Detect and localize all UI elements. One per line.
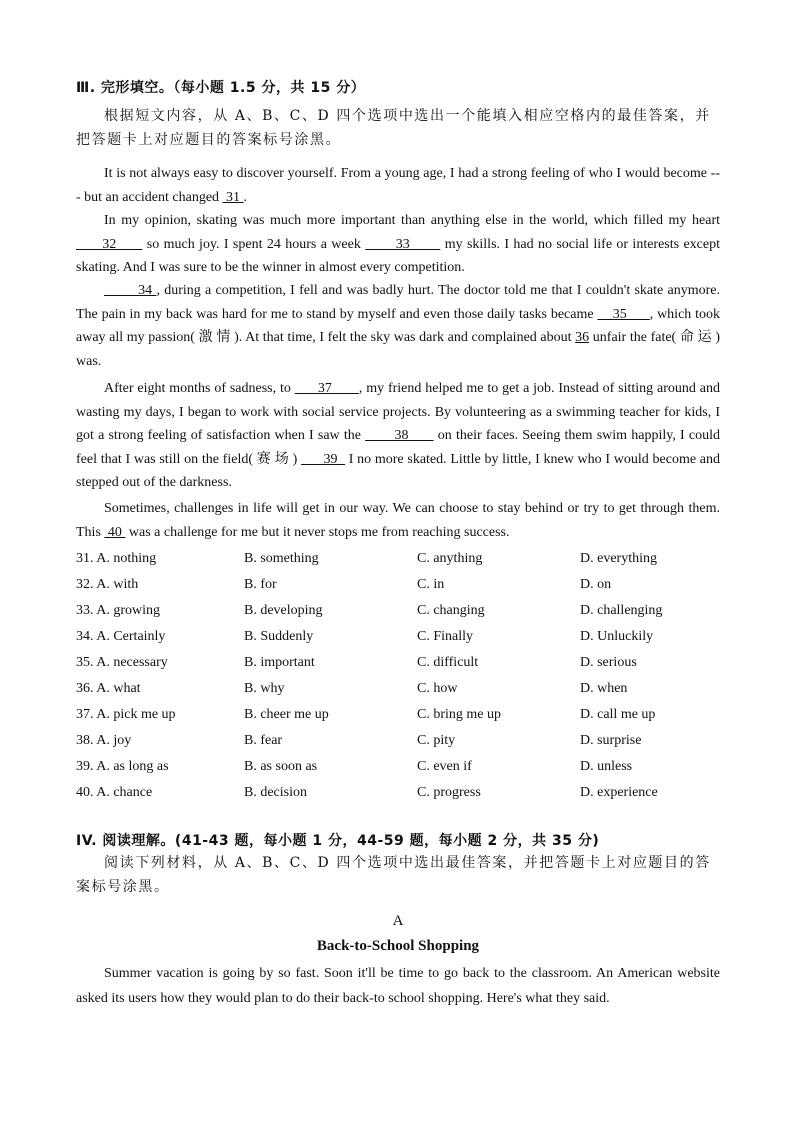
option-d: D. unless bbox=[580, 759, 633, 774]
options-row-37 bbox=[76, 704, 720, 730]
passage-title: Back-to-School Shopping bbox=[316, 938, 480, 954]
option-c: C. difficult bbox=[417, 655, 479, 670]
blank-32: 32 bbox=[76, 236, 143, 252]
answer-options-list bbox=[76, 548, 720, 808]
options-row-33 bbox=[76, 600, 720, 626]
section-3-heading: Ⅲ. 完形填空。（每小题 1.5 分，共 15 分） bbox=[76, 80, 366, 96]
option-a: 35. A. necessary bbox=[76, 655, 168, 670]
option-b: B. for bbox=[244, 577, 277, 592]
option-b: B. important bbox=[244, 655, 315, 670]
blank-39: 39 bbox=[301, 451, 345, 467]
option-d: D. when bbox=[580, 681, 628, 696]
passage-paragraph-1: Summer vacation is going by so fast. Soon it'll be time to go back to the classroom. An American website asked its users how they would plan to do their back-to school shopping. Here's what they said. bbox=[76, 966, 720, 1006]
blank-40: 40 bbox=[104, 524, 126, 540]
blank-33: 33 bbox=[365, 236, 441, 252]
option-a: 38. A. joy bbox=[76, 733, 132, 748]
option-c: C. in bbox=[417, 577, 445, 592]
option-b: B. something bbox=[244, 551, 319, 566]
options-row-31 bbox=[76, 548, 720, 574]
options-row-40 bbox=[76, 782, 720, 808]
passage-letter: A bbox=[392, 913, 404, 929]
option-c: C. changing bbox=[417, 603, 485, 618]
option-b: B. cheer me up bbox=[244, 707, 329, 722]
option-c: C. anything bbox=[417, 551, 483, 566]
option-b: B. why bbox=[244, 681, 285, 696]
blank-38: 38 bbox=[365, 428, 434, 444]
options-row-32 bbox=[76, 574, 720, 600]
option-d: D. challenging bbox=[580, 603, 663, 618]
option-a: 31. A. nothing bbox=[76, 551, 157, 566]
cloze-paragraph-5: Sometimes, challenges in life will get in our way. We can choose to stay behind or try to get through them. This 40 was a challenge for me but it never stops me from reaching success. bbox=[76, 501, 720, 540]
option-a: 36. A. what bbox=[76, 681, 141, 696]
options-row-36 bbox=[76, 678, 720, 704]
option-a: 33. A. growing bbox=[76, 603, 160, 618]
option-d: D. call me up bbox=[580, 707, 656, 722]
option-d: D. serious bbox=[580, 655, 637, 670]
option-a: 40. A. chance bbox=[76, 785, 153, 800]
option-b: B. as soon as bbox=[244, 759, 318, 774]
option-b: B. decision bbox=[244, 785, 307, 800]
options-row-35 bbox=[76, 652, 720, 678]
option-a: 32. A. with bbox=[76, 577, 139, 592]
option-d: D. surprise bbox=[580, 733, 642, 748]
option-d: D. everything bbox=[580, 551, 657, 566]
cloze-paragraph-2: In my opinion, skating was much more important than anything else in the world, which filled my heart 32 so much joy. I spent 24 hours a week 33 my skills. I had no social life or interests except skating. And I was sure to be the winner in almost every competition. bbox=[76, 213, 720, 276]
option-c: C. bring me up bbox=[417, 707, 501, 722]
blank-37: 37 bbox=[294, 381, 359, 396]
option-c: C. pity bbox=[417, 733, 456, 748]
cloze-paragraph-3: 34 , during a competition, I fell and was badly hurt. The doctor told me that I couldn't skate anymore. The pain in my back was hard for me to stand by myself and even those daily tasks became 35 , which took away all my passion( 激 情 ). At that time, I felt the sky was dark and complained about 36 unfair the fate( 命 运 ) was. bbox=[76, 283, 720, 369]
section-4-instruction: 阅读下列材料，从 A、B、C、D 四个选项中选出最佳答案，并把答题卡上对应题目的答案标号涂黑。 bbox=[76, 855, 711, 895]
option-a: 34. A. Certainly bbox=[76, 629, 166, 644]
option-c: C. even if bbox=[417, 759, 472, 774]
blank-34: 34 bbox=[104, 283, 157, 298]
options-row-34 bbox=[76, 626, 720, 652]
option-b: B. fear bbox=[244, 733, 283, 748]
option-a: 37. A. pick me up bbox=[76, 707, 176, 722]
option-c: C. Finally bbox=[417, 629, 474, 644]
section-4-heading: IV. 阅读理解。(41-43 题，每小题 1 分，44-59 题，每小题 2 分，共 35 分) bbox=[76, 833, 600, 849]
cloze-paragraph-1: It is not always easy to discover yourself. From a young age, I had a strong feeling of who I would become --- but an accident changed 31 . bbox=[76, 166, 720, 205]
option-d: D. experience bbox=[580, 785, 658, 800]
options-row-38 bbox=[76, 730, 720, 756]
option-c: C. how bbox=[417, 681, 458, 696]
option-b: B. developing bbox=[244, 603, 323, 618]
section-3-instruction: 根据短文内容，从 A、B、C、D 四个选项中选出一个能填入相应空格内的最佳答案，并把答题卡上对应题目的答案标号涂黑。 bbox=[76, 108, 711, 148]
blank-36: 36 bbox=[575, 330, 590, 346]
option-d: D. Unluckily bbox=[580, 629, 654, 644]
blank-35: 35 bbox=[597, 306, 650, 322]
option-a: 39. A. as long as bbox=[76, 759, 169, 774]
options-row-39 bbox=[76, 756, 720, 782]
option-d: D. on bbox=[580, 577, 612, 592]
cloze-paragraph-4: After eight months of sadness, to 37 , my friend helped me to get a job. Instead of sitting around and wasting my days, I began to work with social service projects. By volunteering as a swimming teacher for kids, I got a strong feeling of satisfaction when I saw the 38 on their faces. Seeing them swim happily, I could feel that I was still on the field( 赛 场 ) 39 I no more skated. Little by little, I knew who I would become and stepped out of the darkness. bbox=[76, 381, 721, 491]
blank-31: 31 bbox=[222, 189, 244, 205]
option-b: B. Suddenly bbox=[244, 629, 314, 644]
option-c: C. progress bbox=[417, 785, 481, 800]
